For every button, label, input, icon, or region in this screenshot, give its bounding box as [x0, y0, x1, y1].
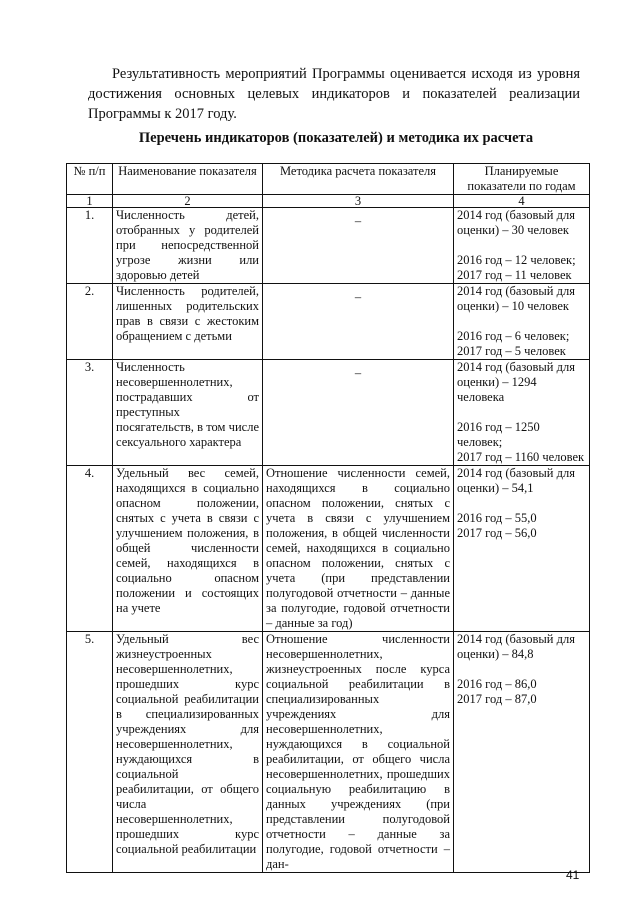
method-dash: – — [354, 366, 362, 380]
indicators-table — [66, 163, 590, 873]
indicator-method — [263, 360, 454, 466]
row-number: 3. — [67, 360, 113, 466]
plan-line: 2014 год (базовый для оценки) – 54,1 — [457, 466, 575, 495]
row-number: 1. — [67, 208, 113, 284]
column-number: 2 — [113, 195, 263, 208]
page-number: 41 — [566, 868, 580, 882]
table-header-row — [67, 164, 590, 195]
column-number: 3 — [263, 195, 454, 208]
plan-line: 2016 год – 12 человек; — [457, 253, 576, 267]
plan-line: 2017 год – 5 человек — [457, 344, 566, 358]
indicator-plan — [454, 284, 590, 360]
indicator-plan — [454, 208, 590, 284]
plan-line: 2017 год – 87,0 — [457, 692, 537, 706]
row-number: 2. — [67, 284, 113, 360]
column-number-row — [67, 195, 590, 208]
indicator-plan — [454, 632, 590, 873]
column-number: 4 — [454, 195, 590, 208]
indicator-name: Численность родителей, лишенных родительских прав в связи с жестоким обращением с детьми — [113, 284, 263, 360]
indicator-method — [263, 284, 454, 360]
header-num: № п/п — [67, 164, 113, 195]
method-dash: – — [354, 214, 362, 228]
method-dash: – — [354, 290, 362, 304]
column-number: 1 — [67, 195, 113, 208]
plan-line: 2016 год – 1250 человек; — [457, 420, 540, 449]
plan-line: 2014 год (базовый для оценки) – 1294 человека — [457, 360, 575, 404]
plan-line: 2014 год (базовый для оценки) – 30 человек — [457, 208, 575, 237]
indicator-name: Удельный вес жизнеустроенных несовершеннолетних, прошедших курс социальной реабилитации в специализированных учреждениях для несовершеннолетних, нуждающихся в социальной реабилитации, от общего числа несовершеннолетних, прошедших курс социальной реабилитации — [113, 632, 263, 873]
indicator-name: Численность детей, отобранных у родителей при непосредственной угрозе жизни или здоровью детей — [113, 208, 263, 284]
intro-paragraph: Результативность мероприятий Программы оценивается исходя из уровня достижения основных целевых индикаторов и показателей реализации Программы к 2017 году. — [88, 66, 580, 122]
indicator-plan — [454, 466, 590, 632]
plan-line: 2014 год (базовый для оценки) – 10 человек — [457, 284, 575, 313]
indicator-method — [263, 208, 454, 284]
indicator-name: Численность несовершеннолетних, пострадавших от преступных посягательств, в том числе сексуального характера — [113, 360, 263, 466]
indicator-method: Отношение численности несовершеннолетних, жизнеустроенных после курса социальной реабилитации в специализированных учреждениях для несовершеннолетних, нуждающихся в социальной реабилитации, от общего числа несовершеннолетних, прошедших социальную реабилитацию в данных учреждениях (при представлении полугодовой отчетности – данные за полугодие, годовой отчетности – дан- — [263, 632, 454, 873]
plan-line: 2016 год – 55,0 — [457, 511, 537, 525]
indicator-method: Отношение численности семей, находящихся в социально опасном положении, снятых с учета в связи с улучшением положения, в общей численности семей, находящихся в социально опасном положении, снятых с учета (при представлении полугодовой отчетности – данные за полугодие, годовой отчетности – данные за год) — [263, 466, 454, 632]
plan-line: 2016 год – 6 человек; — [457, 329, 570, 343]
row-number: 4. — [67, 466, 113, 632]
table-row — [67, 208, 590, 284]
table-row — [67, 466, 590, 632]
table-row — [67, 284, 590, 360]
plan-line: 2016 год – 86,0 — [457, 677, 537, 691]
row-number: 5. — [67, 632, 113, 873]
indicator-plan — [454, 360, 590, 466]
plan-line: 2017 год – 56,0 — [457, 526, 537, 540]
header-name: Наименование показателя — [113, 164, 263, 195]
indicator-name: Удельный вес семей, находящихся в социально опасном положении, снятых с учета в связи с улучшением положения, в общей численности семей, находящихся в социально опасном положении и состоящих на учете — [113, 466, 263, 632]
header-plan: Планируемые показатели по годам — [454, 164, 590, 195]
table-row — [67, 360, 590, 466]
page-heading: Перечень индикаторов (показателей) и методика их расчета — [138, 130, 534, 146]
plan-line: 2014 год (базовый для оценки) – 84,8 — [457, 632, 575, 661]
header-method: Методика расчета показателя — [263, 164, 454, 195]
table-row — [67, 632, 590, 873]
plan-line: 2017 год – 1160 человек — [457, 450, 585, 464]
plan-line: 2017 год – 11 человек — [457, 268, 572, 282]
